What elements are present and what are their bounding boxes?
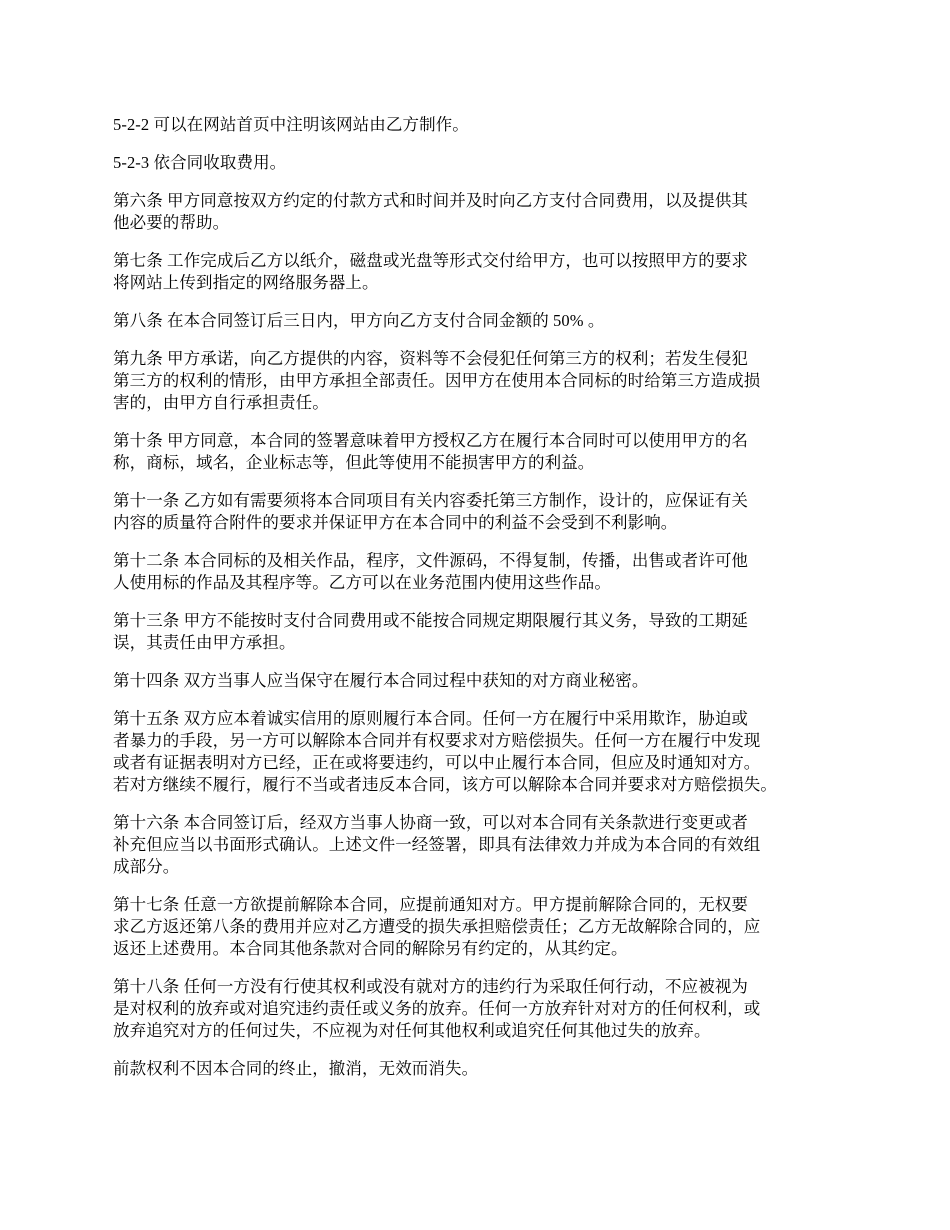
article-14: 第十四条 双方当事人应当保守在履行本合同过程中获知的对方商业秘密。 xyxy=(113,671,649,690)
article-16: 第十六条 本合同签订后，经双方当事人协商一致，可以对本合同有关条款进行变更或者 补充但应当以书面形式确认。上述文件一经签署，即具有法律效力并成为本合同的有效组 成部分。 xyxy=(113,813,761,876)
article-9: 第九条 甲方承诺，向乙方提供的内容，资料等不会侵犯任何第三方的权利；若发生侵犯 第三方的权利的情形，由甲方承担全部责任。因甲方在使用本合同标的时给第三方造成损 害的，由甲方自行承担责任。 xyxy=(113,349,761,412)
article-17: 第十七条 任意一方欲提前解除本合同，应提前通知对方。甲方提前解除合同的，无权要 求乙方返还第八条的费用并应对乙方遭受的损失承担赔偿责任；乙方无故解除合同的，应 返还上述费用。本合同其他条款对合同的解除另有约定的，从其约定。 xyxy=(113,895,761,958)
clause-5-2-3: 5-2-3 依合同收取费用。 xyxy=(113,153,287,172)
article-12: 第十二条 本合同标的及相关作品，程序，文件源码，不得复制，传播，出售或者许可他 人使用标的作品及其程序等。乙方可以在业务范围内使用这些作品。 xyxy=(113,551,749,592)
article-6: 第六条 甲方同意按双方约定的付款方式和时间并及时向乙方支付合同费用，以及提供其 他必要的帮助。 xyxy=(113,191,749,232)
article-7: 第七条 工作完成后乙方以纸介，磁盘或光盘等形式交付给甲方，也可以按照甲方的要求 将网站上传到指定的网络服务器上。 xyxy=(113,251,749,292)
clause-5-2-2: 5-2-2 可以在网站首页中注明该网站由乙方制作。 xyxy=(113,115,469,134)
article-10: 第十条 甲方同意，本合同的签署意味着甲方授权乙方在履行本合同时可以使用甲方的名 称，商标，域名，企业标志等，但此等使用不能损害甲方的利益。 xyxy=(113,431,749,472)
article-18: 第十八条 任何一方没有行使其权利或没有就对方的违约行为采取任何行动，不应被视为 是对权利的放弃或对追究违约责任或义务的放弃。任何一方放弃针对对方的任何权利，或 放弃追究对方的任何过失，不应视为对任何其他权利或追究任何其他过失的放弃。 xyxy=(113,977,761,1040)
article-18-note: 前款权利不因本合同的终止，撤消，无效而消失。 xyxy=(113,1059,479,1078)
document-body xyxy=(113,114,848,1096)
article-13: 第十三条 甲方不能按时支付合同费用或不能按合同规定期限履行其义务，导致的工期延 误，其责任由甲方承担。 xyxy=(113,611,749,652)
article-15: 第十五条 双方应本着诚实信用的原则履行本合同。任何一方在履行中采用欺诈，胁迫或 者暴力的手段，另一方可以解除本合同并有权要求对方赔偿损失。任何一方在履行中发现 或者有证据表明对方已经，正在或将要违约，可以中止履行本合同，但应及时通知对方。 若对方继续不履行，履行不当或者违反本合同，该方可以解除本合同并要求对方赔偿损失。 xyxy=(113,709,777,794)
article-8: 第八条 在本合同签订后三日内，甲方向乙方支付合同金额的 50% 。 xyxy=(113,311,605,330)
article-11: 第十一条 乙方如有需要须将本合同项目有关内容委托第三方制作，设计的，应保证有关 内容的质量符合附件的要求并保证甲方在本合同中的利益不会受到不利影响。 xyxy=(113,491,749,532)
